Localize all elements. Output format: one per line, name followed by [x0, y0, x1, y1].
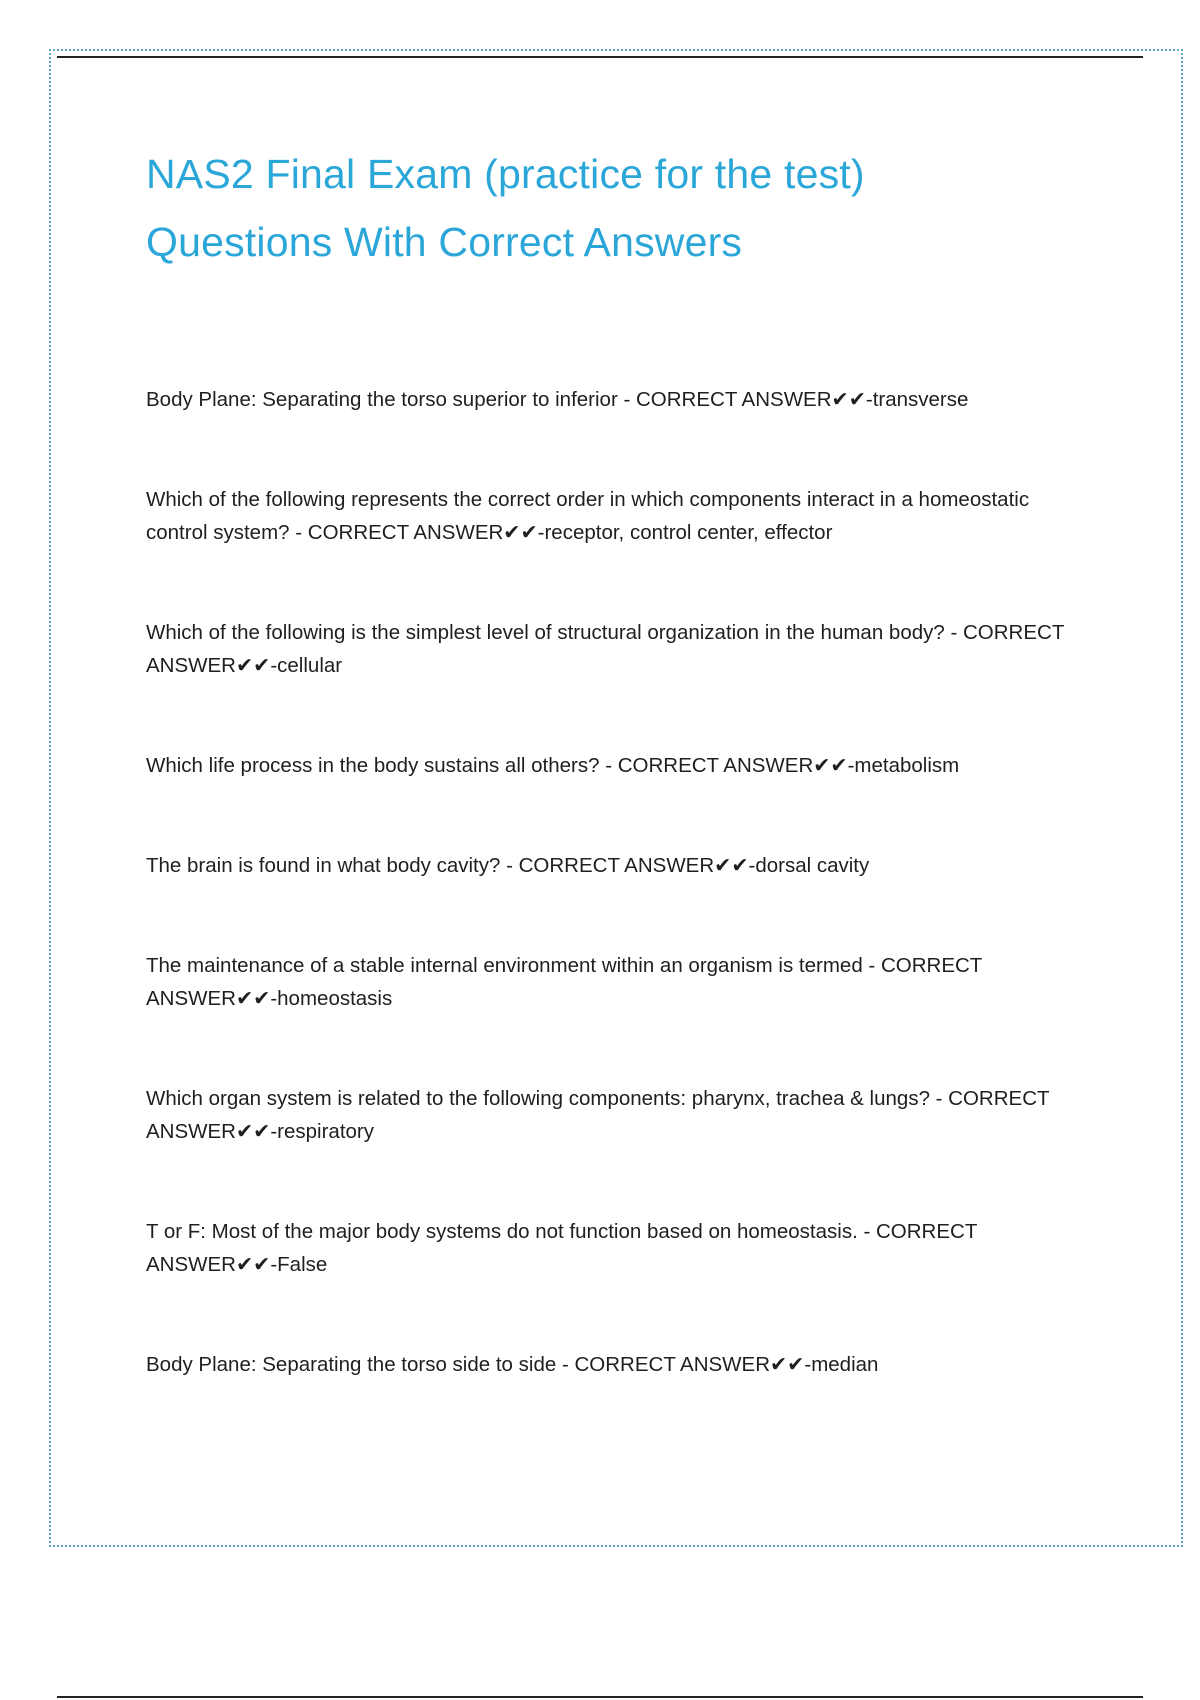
document-title — [146, 140, 1086, 276]
qa-item-5: The brain is found in what body cavity? - CORRECT ANSWER✔✔-dorsal cavity — [146, 854, 870, 877]
title-line-2: Questions With Correct Answers — [146, 219, 743, 265]
qa-item-3: Which of the following is the simplest level of structural organization in the human body? - CORRECT ANSWER✔✔-cellular — [146, 621, 1064, 677]
title-line-1: NAS2 Final Exam (practice for the test) — [146, 151, 865, 197]
qa-item-1: Body Plane: Separating the torso superior to inferior - CORRECT ANSWER✔✔-transverse — [146, 388, 969, 411]
question-answer-list — [146, 383, 1086, 1381]
qa-item-9: Body Plane: Separating the torso side to side - CORRECT ANSWER✔✔-median — [146, 1353, 879, 1376]
document-body — [146, 140, 1086, 1448]
qa-item-2: Which of the following represents the correct order in which components interact in a homeostatic control system? - CORRECT ANSWER✔✔-receptor, control center, effector — [146, 488, 1030, 544]
qa-item-6: The maintenance of a stable internal environment within an organism is termed - CORRECT ANSWER✔✔-homeostasis — [146, 954, 982, 1010]
qa-item-8: T or F: Most of the major body systems do not function based on homeostasis. - CORRECT ANSWER✔✔-False — [146, 1220, 977, 1276]
header-rule — [57, 56, 1143, 58]
qa-item-7: Which organ system is related to the following components: pharynx, trachea & lungs? - CORRECT ANSWER✔✔-respiratory — [146, 1087, 1050, 1143]
qa-item-4: Which life process in the body sustains all others? - CORRECT ANSWER✔✔-metabolism — [146, 754, 960, 777]
footer-rule — [57, 1696, 1143, 1698]
